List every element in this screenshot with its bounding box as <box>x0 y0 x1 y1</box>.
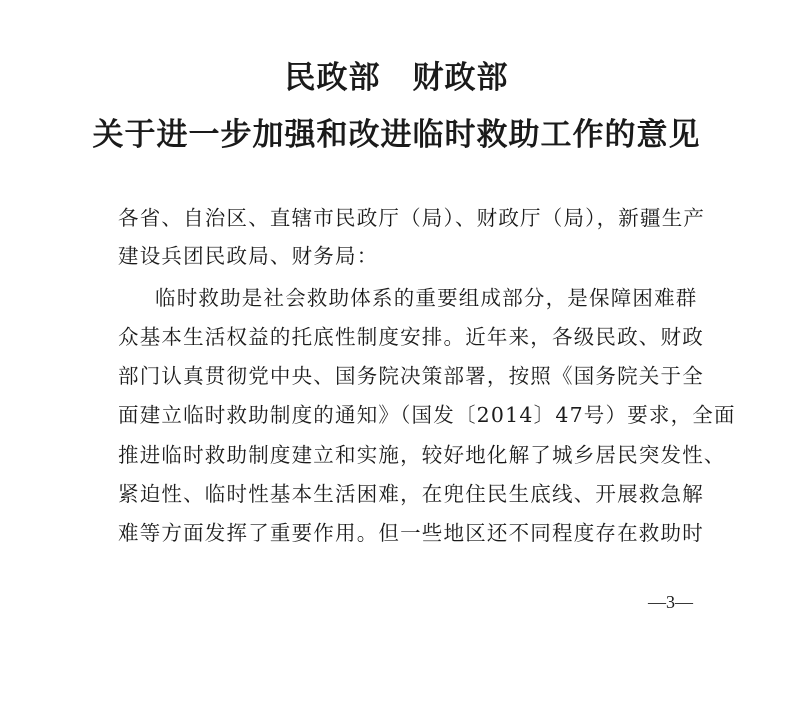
body-line-2: 众基本生活权益的托底性制度安排。近年来，各级民政、财政 <box>118 325 704 349</box>
body-line-1: 临时救助是社会救助体系的重要组成部分，是保障困难群 <box>155 286 698 310</box>
document-title: 关于进一步加强和改进临时救助工作的意见 <box>92 117 701 153</box>
body-line-5: 推进临时救助制度建立和实施，较好地化解了城乡居民突发性、 <box>118 443 726 467</box>
page-number: —3— <box>648 592 693 612</box>
addressee-line-2: 建设兵团民政局、财务局： <box>118 244 379 268</box>
body-line-6: 紧迫性、临时性基本生活困难，在兜住民生底线、开展救急解 <box>118 482 704 506</box>
issuing-authorities-title: 民政部 财政部 <box>284 60 509 96</box>
body-line-4: 面建立临时救助制度的通知》（国发〔2014〕47号）要求，全面 <box>118 403 736 427</box>
addressee-line-1: 各省、自治区、直辖市民政厅（局）、财政厅（局），新疆生产 <box>118 206 706 230</box>
body-line-3: 部门认真贯彻党中央、国务院决策部署，按照《国务院关于全 <box>118 364 704 388</box>
body-line-7: 难等方面发挥了重要作用。但一些地区还不同程度存在救助时 <box>118 521 704 545</box>
